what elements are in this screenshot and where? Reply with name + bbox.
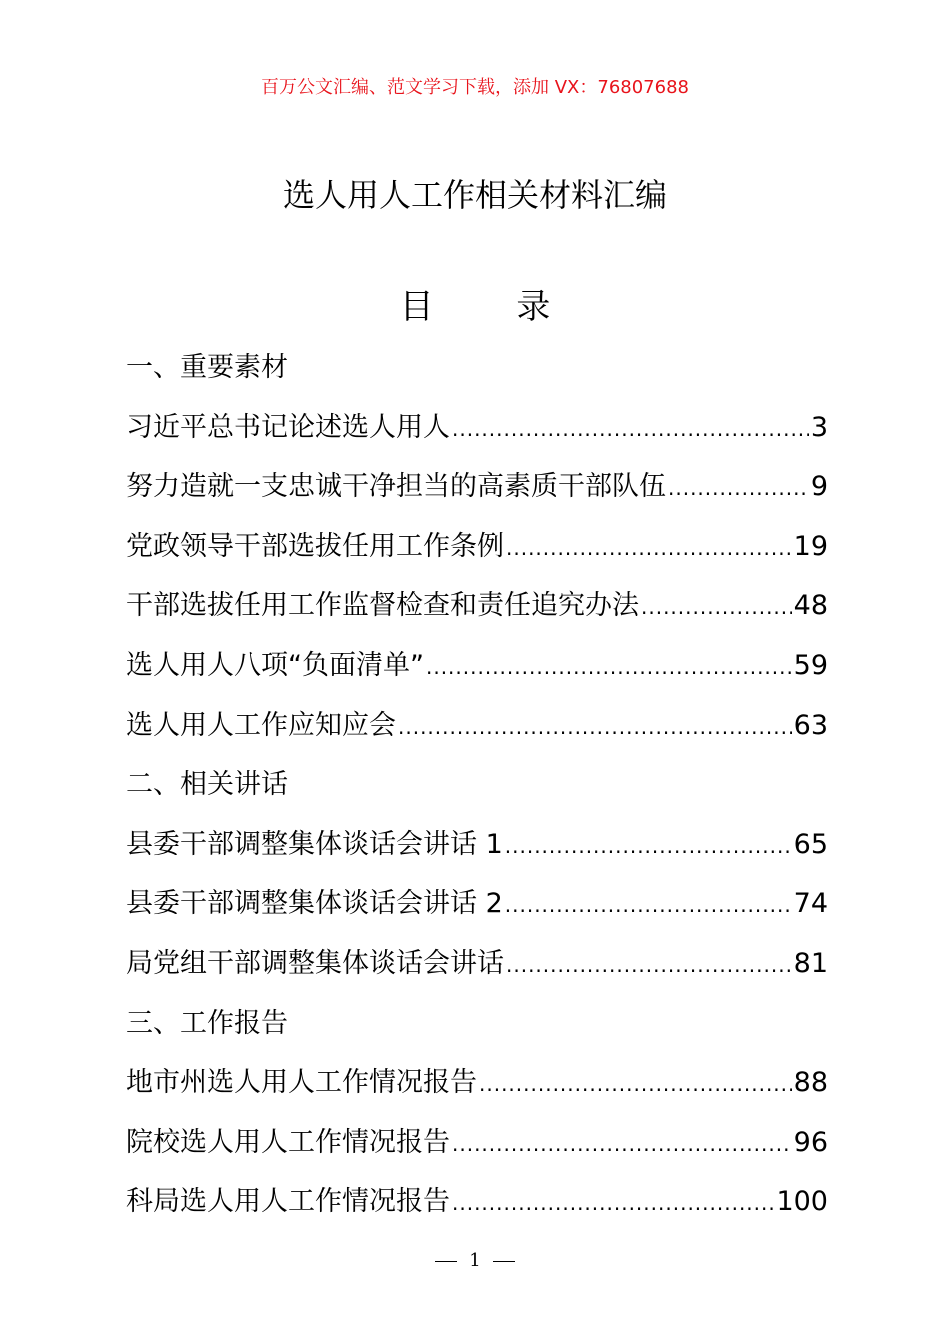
toc-entry-page: 65 [793,828,828,860]
toc-entry[interactable] [126,525,828,585]
footer-dash-right [493,1261,515,1262]
toc-entry-page: 74 [793,888,828,920]
toc-entry[interactable] [126,882,828,942]
toc-entry-label: 选人用人八项“负面清单” [126,649,424,681]
toc-entry[interactable] [126,406,828,466]
toc-entry-page: 100 [776,1186,828,1218]
toc-entry-label: 地市州选人用人工作情况报告 [126,1067,477,1099]
toc-entry-page: 3 [810,411,828,443]
dot-leader [452,1193,774,1213]
dot-leader [398,717,792,737]
toc-entry-label: 党政领导干部选拔任用工作条例 [126,530,504,562]
toc-entry-page: 81 [793,947,828,979]
toc-entry-page: 48 [793,590,828,622]
toc-entry-label: 县委干部调整集体谈话会讲话 1 [126,828,503,860]
toc-entry-label: 努力造就一支忠诚干净担当的高素质干部队伍 [126,471,666,503]
toc-entry-page: 96 [793,1126,828,1158]
toc-entry[interactable] [126,584,828,644]
section-heading-important-materials: 一、重要素材 [126,352,288,383]
toc-entry[interactable] [126,465,828,525]
dot-leader [452,1134,792,1154]
toc-entry[interactable] [126,1061,828,1121]
toc-entry[interactable] [126,704,828,764]
toc-entry[interactable] [126,823,828,883]
toc-entry[interactable] [126,942,828,1002]
toc-entry-label: 院校选人用人工作情况报告 [126,1126,450,1158]
dot-leader [426,657,792,677]
page-footer [0,1246,950,1276]
toc-entry-page: 88 [793,1067,828,1099]
dot-leader [452,419,809,439]
toc-entry-label: 习近平总书记论述选人用人 [126,411,450,443]
toc-entry-label: 科局选人用人工作情况报告 [126,1186,450,1218]
toc-entry[interactable] [126,644,828,704]
dot-leader [479,1074,792,1094]
toc-entry-page: 59 [793,649,828,681]
dot-leader [505,836,792,856]
toc-entry-label: 选人用人工作应知应会 [126,709,396,741]
toc-heading: 目 录 [399,287,587,327]
section-heading-related-speeches: 二、相关讲话 [126,769,288,801]
toc-entry-page: 63 [793,709,828,741]
header-note: 百万公文汇编、范文学习下载，添加 VX：76807688 [261,77,689,98]
footer-dash-left [435,1261,457,1262]
dot-leader [668,478,809,498]
toc-entry-label: 局党组干部调整集体谈话会讲话 [126,947,504,979]
toc-entry-label: 县委干部调整集体谈话会讲话 2 [126,888,503,920]
toc-entry-page: 9 [810,471,828,503]
page-number: 1 [469,1250,481,1271]
document-title: 选人用人工作相关材料汇编 [282,176,667,214]
section-heading-work-reports: 三、工作报告 [126,1007,288,1039]
dot-leader [506,955,792,975]
dot-leader [641,597,792,617]
toc-entry[interactable] [126,1121,828,1181]
toc-entry-page: 19 [793,530,828,562]
toc-entry[interactable] [126,1180,828,1240]
toc-entry-label: 干部选拔任用工作监督检查和责任追究办法 [126,590,639,622]
table-of-contents [126,346,828,1240]
dot-leader [505,895,792,915]
dot-leader [506,538,792,558]
